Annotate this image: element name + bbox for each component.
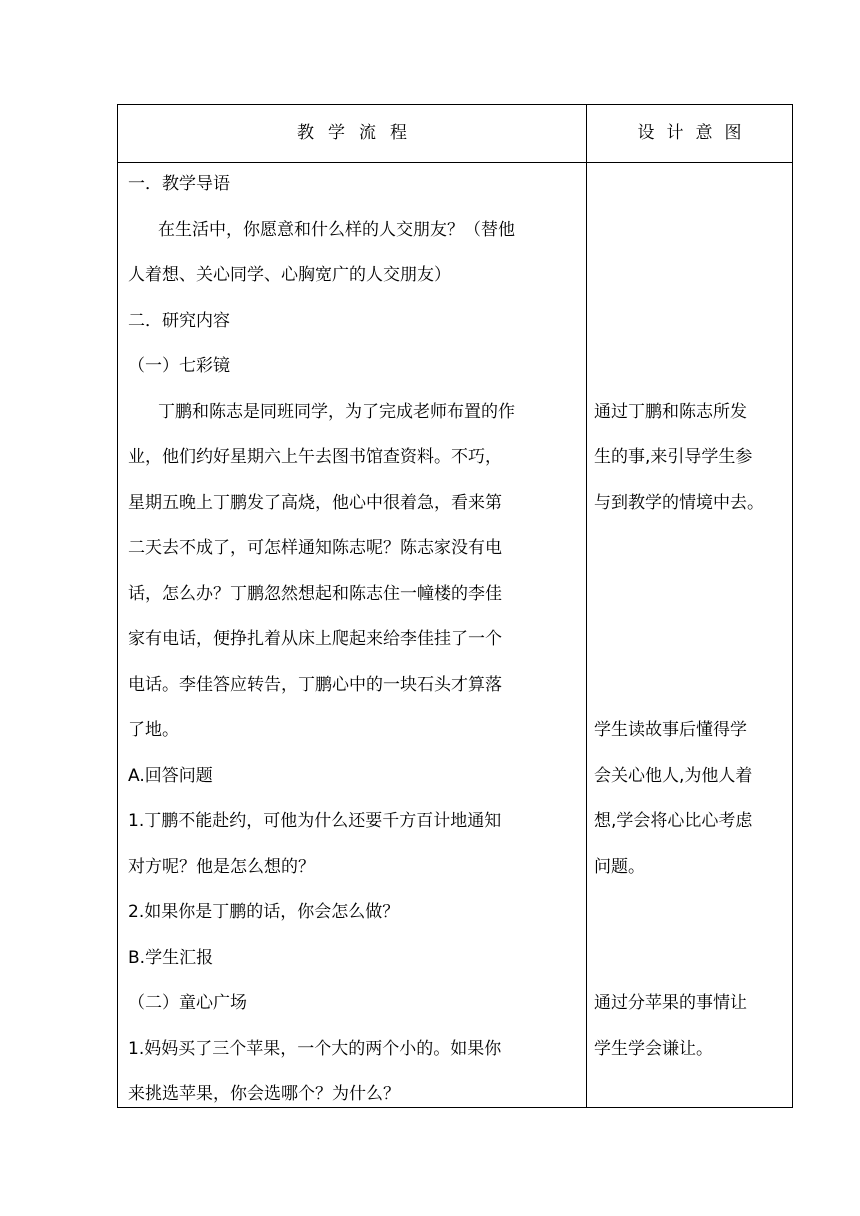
intent-line: [594, 162, 788, 208]
intent-line: [594, 890, 788, 936]
flow-line: 一．教学导语: [128, 174, 230, 194]
flow-line: 星期五晚上丁鹏发了高烧，他心中很着急，看来第: [128, 492, 502, 513]
intent-line: 会关心他人,为他人着: [594, 765, 753, 786]
intent-line: [594, 344, 788, 390]
intent-line: 通过丁鹏和陈志所发: [594, 401, 747, 422]
intent-line: 问题。: [594, 856, 645, 877]
flow-line: 人着想、关心同学、心胸宽广的人交朋友）: [128, 265, 451, 285]
intent-line: [594, 572, 788, 618]
flow-line: 二．研究内容: [128, 310, 230, 331]
flow-line: 来挑选苹果，你会选哪个？为什么？: [128, 1084, 400, 1104]
flow-line: 了地。: [128, 720, 179, 740]
flow-line: （二）童心广场: [128, 993, 247, 1013]
flow-line: （一）七彩镜: [128, 356, 230, 376]
flow-line: 话，怎么办？丁鹏忽然想起和陈志住一幢楼的李佳: [128, 583, 502, 604]
intent-line: [594, 617, 788, 663]
flow-line: 业，他们约好星期六上午去图书馆查资料。不巧，: [128, 447, 502, 467]
flow-line: B.学生汇报: [128, 947, 214, 968]
intent-line: 学生学会谦让。: [594, 1038, 713, 1059]
header-teaching-flow: 教学流程: [297, 123, 421, 143]
teaching-flow-column: [128, 162, 580, 1118]
intent-line: [594, 526, 788, 572]
intent-line: 想,学会将心比心考虑: [594, 811, 753, 831]
intent-line: [594, 1072, 788, 1118]
flow-line: 二天去不成了，可怎样通知陈志呢？陈志家没有电: [128, 538, 502, 558]
column-divider: [586, 105, 587, 1107]
intent-line: [594, 936, 788, 982]
intent-line: [594, 663, 788, 709]
flow-line: 在生活中，你愿意和什么样的人交朋友？（替他: [158, 219, 515, 240]
intent-line: 生的事,来引导学生参: [594, 447, 753, 467]
flow-line: 电话。李佳答应转告，丁鹏心中的一块石头才算落: [128, 674, 502, 695]
intent-line: [594, 208, 788, 254]
flow-line: 2.如果你是丁鹏的话，你会怎么做？: [128, 902, 400, 922]
flow-line: 家有电话，便挣扎着从床上爬起来给李佳挂了一个: [128, 629, 502, 649]
intent-line: [594, 299, 788, 345]
intent-line: 与到教学的情境中去。: [594, 492, 764, 513]
header-design-intent: 设计意图: [637, 123, 754, 143]
intent-line: [594, 253, 788, 299]
intent-line: 学生读故事后懂得学: [594, 720, 747, 740]
flow-line: 对方呢？他是怎么想的？: [128, 856, 315, 877]
flow-line: 1.妈妈买了三个苹果，一个大的两个小的。如果你: [128, 1038, 502, 1059]
intent-line: 通过分苹果的事情让: [594, 993, 747, 1013]
design-intent-column: [594, 162, 788, 1118]
flow-line: 丁鹏和陈志是同班同学，为了完成老师布置的作: [158, 401, 515, 422]
flow-line: A.回答问题: [128, 765, 213, 786]
flow-line: 1.丁鹏不能赴约，可他为什么还要千方百计地通知: [128, 811, 502, 831]
